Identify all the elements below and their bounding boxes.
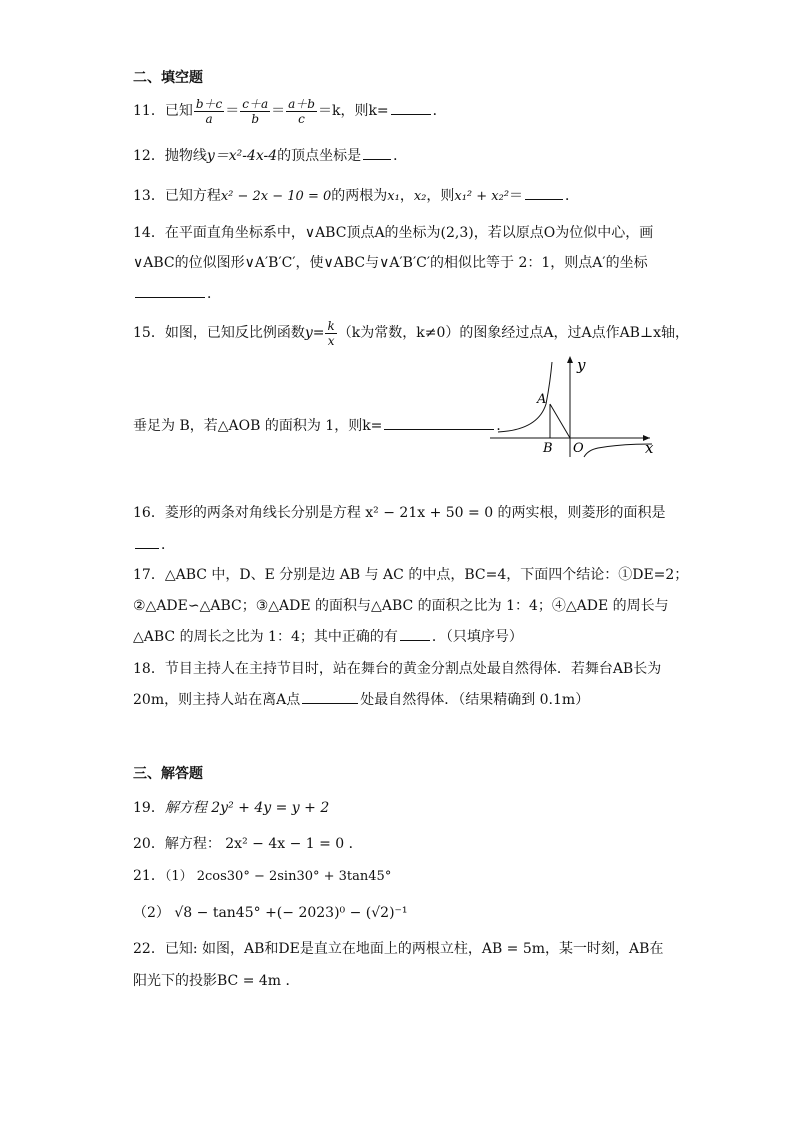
question-16: 16．菱形的两条对角线长分别是方程 x² − 21x + 50 = 0 的两实根，则菱形的面积是 (133, 505, 666, 521)
fraction: $\frac{k}{x}$ (327, 318, 335, 348)
question-number: 20． (133, 836, 165, 852)
answer-blank (135, 536, 159, 549)
answer-blank (400, 628, 430, 641)
question-21: 21．（1） 2cos30° − 2sin30° + 3tan45° (133, 868, 392, 884)
answer-blank (384, 417, 494, 430)
question-number: 15． (133, 325, 165, 341)
fraction: $\frac{b+c}{a}$ (195, 96, 223, 126)
question-15: 15．如图，已知反比例函数y= $\frac{k}{x}$ （k为常数，k≠0）的图象经过点A，过A点作AB⊥x轴， (133, 318, 690, 348)
question-12: 12．抛物线y＝x²-4x-4的顶点坐标是 ． (133, 148, 408, 164)
section-title-fill-blank: 二、填空题 (133, 70, 203, 86)
hyperbola-branch-right (584, 444, 652, 457)
question-14-line-2: ∨ABC的位似图形∨A′B′C′，使∨ABC与∨A′B′C′的相似比等于 2：1，则点A′的坐标 (133, 255, 648, 271)
answer-blank (525, 187, 563, 200)
question-number: 16． (133, 505, 165, 521)
question-14: 14．在平面直角坐标系中，∨ABC顶点A的坐标为(2,3)，若以原点O为位似中心，画 (133, 225, 654, 241)
question-20: 20．解方程： 2x² − 4x − 1 = 0 ． (133, 836, 363, 852)
fraction: $\frac{a+b}{c}$ (288, 96, 315, 126)
question-number: 19． (133, 800, 165, 816)
question-14-line-3: ． (133, 284, 694, 304)
label-x: x (645, 439, 654, 457)
label-o: O (573, 441, 584, 456)
question-number: 11． (133, 103, 165, 119)
segment-ao (550, 404, 570, 438)
question-17-line-2: ②△ADE∽△ABC；③△ADE 的面积与△ABC 的面积之比为 1：4；④△ADE 的周长与 (133, 598, 669, 614)
fraction: $\frac{c+a}{b}$ (242, 96, 269, 126)
answer-blank (363, 147, 391, 160)
y-axis-arrow-icon (567, 356, 573, 363)
question-21-part-2: （2） √8 − tan45° +(− 2023)⁰ − (√2)⁻¹ (133, 905, 408, 921)
question-number: 14． (133, 225, 165, 241)
question-16-line-2: ． (133, 535, 694, 555)
question-22-line-2: 阳光下的投影BC = 4m ． (133, 973, 300, 989)
label-y: y (577, 356, 586, 374)
question-17: 17．△ABC 中，D、E 分别是边 AB 与 AC 的中点，BC=4，下面四个结论：①DE=2； (133, 567, 689, 583)
question-22: 22．已知: 如图，AB和DE是直立在地面上的两根立柱，AB = 5m，某一时刻，AB在 (133, 941, 664, 957)
section-title-solve: 三、解答题 (133, 766, 203, 782)
label-a: A (537, 392, 547, 407)
question-18-line-2: 20m，则主持人站在离A点 处最自然得体．（结果精确到 0.1m） (133, 692, 590, 708)
question-19: 19．解方程 2y² + 4y = y + 2 (133, 800, 330, 816)
answer-blank (135, 285, 205, 298)
question-11: 11．已知 $\frac{b+c}{a}$ ＝ $\frac{c+a}{b}$ ＝ $\frac{a+b}{c}$ ＝k，则k= ． (133, 96, 447, 126)
question-13: 13．已知方程x² − 2x − 10 = 0的两根为x₁，x₂，则x₁² + x₂²＝ ． (133, 188, 580, 204)
label-b: B (543, 441, 553, 456)
question-number: 12． (133, 148, 165, 164)
question-number: 21． (133, 868, 165, 884)
question-number: 17． (133, 567, 165, 583)
answer-blank (302, 691, 358, 704)
question-18: 18．节目主持人在主持节目时，站在舞台的黄金分割点处最自然得体．若舞台AB长为 (133, 661, 662, 677)
question-17-line-3: △ABC 的周长之比为 1：4；其中正确的有 ．（只填序号） (133, 629, 523, 645)
question-number: 18． (133, 661, 165, 677)
answer-blank (391, 102, 431, 115)
hyperbola-figure (490, 352, 662, 462)
question-number: 13． (133, 188, 165, 204)
question-number: 22． (133, 941, 165, 957)
question-15-line-2: 垂足为 B，若△AOB 的面积为 1，则k= ． (133, 418, 511, 434)
